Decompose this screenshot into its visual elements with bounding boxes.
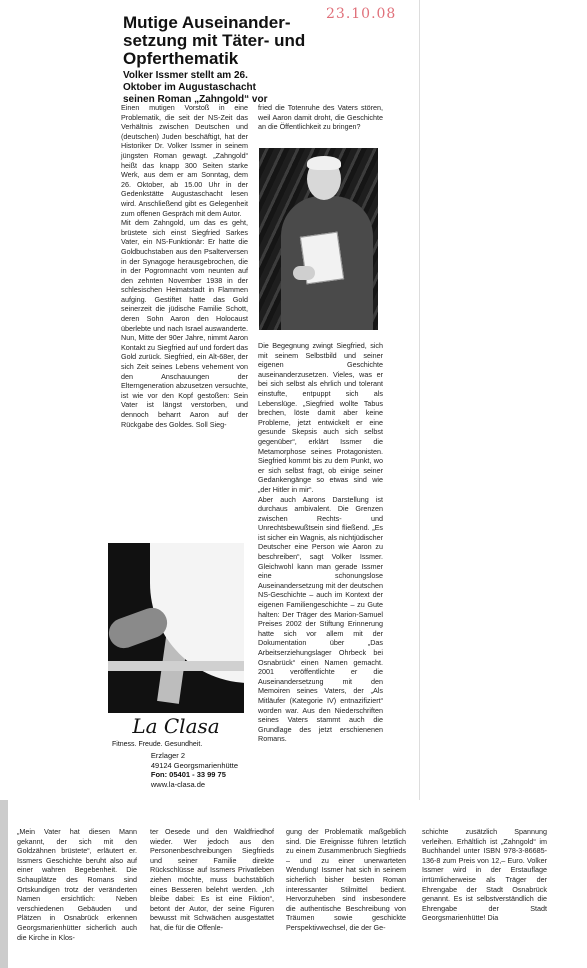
ad-logo: La Clasa xyxy=(132,714,220,738)
headline: Mutige Auseinander-setzung mit Täter- und Opferthematik xyxy=(123,13,306,68)
ad-address xyxy=(151,751,238,789)
ad-web: www.la-clasa.de xyxy=(150,779,206,789)
ad-phone: Fon: 05401 - 33 99 75 xyxy=(150,770,226,779)
ad-photo xyxy=(108,543,244,713)
subheadline: Volker Issmer stellt am 26. Oktober im Augustaschacht seinen Roman „Zahngold“ vor xyxy=(123,70,268,105)
ad-tagline: Fitness. Freude. Gesundheit. xyxy=(112,741,203,748)
ad-street: Erzlager 2 xyxy=(150,751,186,760)
article-column-2-top xyxy=(258,103,383,132)
continuation-column-2: ter Oesede und den Waldfriedhof wieder. Wer jedoch aus den Personenbeschreibungen Siegfrieds und seiner Familie direkte Rückschlüsse auf Issmers Privatleben ziehen möchte, muss buchstäblich eines Besseren belehrt werden. „Ich bleibe dabei: Es ist eine Fiktion“, betont der Autor, der seine Figuren bewusst mit Schwächen ausgestattet hat, die für die Offenle- xyxy=(150,827,274,932)
scan-edge xyxy=(0,800,8,968)
article-continuation xyxy=(0,800,587,968)
article-column-1 xyxy=(121,103,248,429)
paragraph: Die Begegnung zwingt Siegfried, sich mit seinem Selbstbild und seiner eigenen Geschichte auseinanderzusetzen. Vieles, was er bei sich selbst als ehrlich und tolerant einstufte, entpuppt sich als Lebenslüge. „Siegfried wollte Tabus brechen, löste damit aber keine Probleme, jetzt entwickelt er eine gesunde Skepsis auch sich selbst gegenüber“, erklärt Issmer die Metamorphose seines Protagonisten. Siegfried kommt bis zu dem Punkt, wo er sich selbst fragt, ob einige seiner Gedankengänge so etwas sind wie „der Hitler in mir“. xyxy=(258,341,383,494)
author-photo xyxy=(259,148,378,330)
paragraph: fried die Totenruhe des Vaters stören, weil Aaron damit droht, die Geschichte an die Öffentlichkeit zu bringen? xyxy=(258,103,383,132)
continuation-column-4: schichte zusätzlich Spannung verleihen. Erhältlich ist „Zahngold“ im Buchhandel unter ISBN 978-3-86685-136-8 zum Preis von 12,– Euro. Volker Issmer wird in der Erstauflage irrtümlicherweise als Träger der Ehrengabe der Stadt Osnabrück genannt. Es ist selbstverständlich die Ehrengabe der Stadt Georgsmarienhütte! Dia xyxy=(422,827,547,923)
advertisement xyxy=(108,543,244,793)
paragraph: Einen mutigen Vorstoß in eine Problematik, die seit der NS-Zeit das Verhältnis zwischen Deutschen und (deutschen) Juden beschäftigt, hat der Historiker Dr. Volker Issmer in seinem jüngsten Roman gewagt. „Zahngold“ heißt das knapp 300 Seiten starke Werk, aus dem er am Sonntag, dem 26. Oktober, ab 15.00 Uhr in der Gedenkstätte Augustaschacht lesen wird. Anschließend gibt es Gelegenheit zum offenen Gespräch mit dem Autor. xyxy=(121,103,248,218)
paragraph: Mit dem Zahngold, um das es geht, brüstete sich einst Siegfried Sarkes Vater, ein NS-Funktionär: Er hatte die Goldbuchstaben aus den Psalterversen in der Synagoge herausgebrochen, die in der Pogromnacht vom neunten auf den zehnten November 1938 in der schlesischen Heimatstadt in Flammen aufging. Gestiftet hatte das Gold seinerzeit die jüdische Familie Schott, deren Sohn Aaron den Holocaust überlebte und nach Israel auswanderte. Nun, Mitte der 90er Jahre, nimmt Aaron Kontakt zu Siegfried auf und fordert das Gold zurück. Siegfried, ein Alt-68er, der sich Zeit seines Lebens vehement von den Anschauungen der Elterngeneration abzusetzen versuchte, ist wie vor den Kopf gestoßen: Sein Vater ist längst verstorben, und dennoch beharrt Aaron auf der Rückgabe des Goldes. Soll Sieg- xyxy=(121,218,248,429)
continuation-column-1: „Mein Vater hat diesen Mann gekannt, der sich mit den Goldzähnen brüstete“, erläutert er. Issmers Geschichte beruht also auf einer wahren Begebenheit. Die Schauplätze des Romans sind Ortskundigen trotz der veränderten Namen ersichtlich: Neben verschiedenen Gebäuden und Plätzen in Osnabrück erkennen Georgsmarienhütter sicherlich auch die Kirche in Klos- xyxy=(17,827,137,942)
handwritten-date: 23.10.08 xyxy=(326,6,397,22)
article-column-2 xyxy=(258,341,383,744)
continuation-column-3: gung der Problematik maßgeblich sind. Die Ereignisse führen letztlich zu einem Zusammenbruch Siegfrieds – und zu einer unerwarteten Wendung! Issmer hat sich in seinem sicherlich bisher besten Roman interessanter Stilmittel bedient. Hervorzuheben sind insbesondere die authentische Beschreibung von Träumen sowie geschickte Perspektivwechsel, die der Ge- xyxy=(286,827,406,932)
ad-city: 49124 Georgsmarienhütte xyxy=(150,760,238,770)
paragraph: Aber auch Aarons Darstellung ist durchaus ambivalent. Die Grenzen zwischen Rechts- und Unrechtsbewußtsein sind fließend. „Es ist sicher ein Wagnis, als nichtjüdischer Deutscher eine Person wie Aaron zu beschreiben“, sagt Volker Issmer. Gleichwohl kann man gerade Issmer eine schonungslose Auseinandersetzung mit der deutschen NS-Geschichte – auch im Kontext der eigenen Familiengeschichte – zu Gute halten: Der Träger des Marion-Samuel Preises 2002 der Stiftung Erinnerung hatte sich vor allem mit der Dokumentation über „Das Arbeitserziehungslager Ohrbeck bei Osnabrück“ einen Namen gemacht. 2001 veröffentlichte er die Auseinandersetzung mit den Memoiren seines Vaters, der „Als Mitläufer (Kategorie IV) entnazifiziert“ worden war. Aus den Niederschriften seines Vaters stammt auch die Grundlage des jetzt erschienenen Romans. xyxy=(258,494,383,744)
